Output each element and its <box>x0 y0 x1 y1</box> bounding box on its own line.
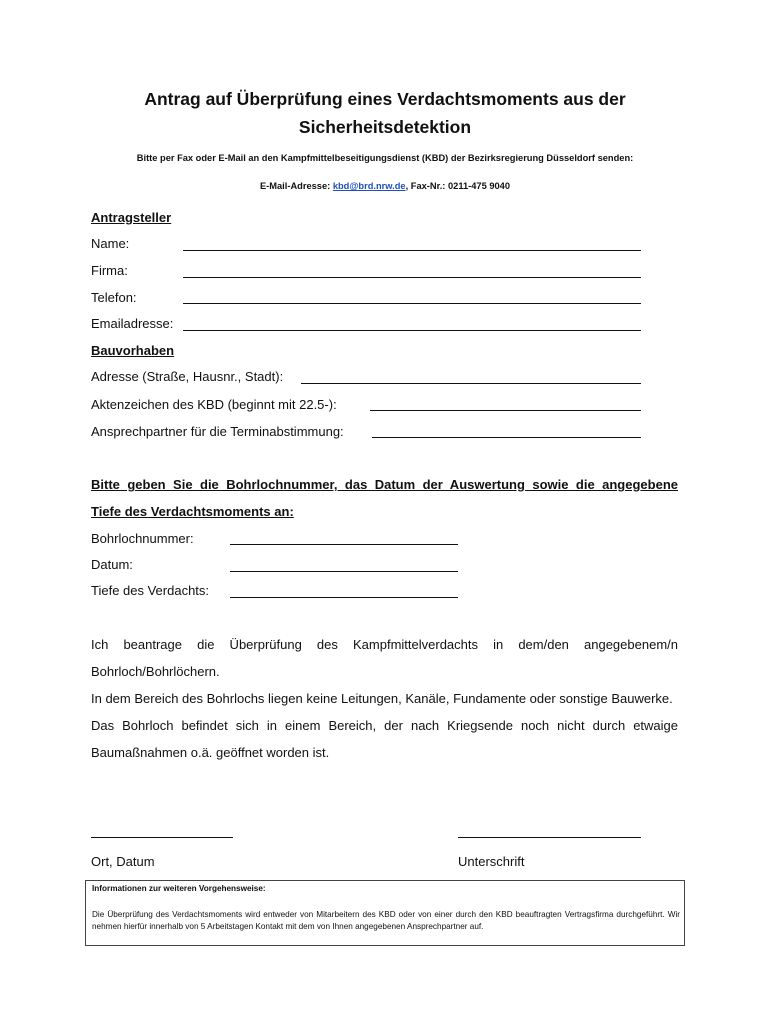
document-title-line-2: Sicherheitsdetektion <box>298 117 472 137</box>
contact-person-label: Ansprechpartner für die Terminabstimmung: <box>91 424 344 439</box>
address-field[interactable] <box>301 383 641 384</box>
project-heading: Bauvorhaben <box>91 343 175 358</box>
file-number-label: Aktenzeichen des KBD (beginnt mit 22.5-): <box>91 397 337 412</box>
company-label: Firma: <box>91 263 128 278</box>
borehole-number-label: Bohrlochnummer: <box>91 531 194 546</box>
company-field[interactable] <box>183 277 641 278</box>
email-address-field[interactable] <box>183 330 641 331</box>
applicant-heading: Antragsteller <box>91 210 172 225</box>
file-number-field[interactable] <box>370 410 641 411</box>
address-label: Adresse (Straße, Hausnr., Stadt): <box>91 369 284 384</box>
place-date-field[interactable] <box>91 837 233 838</box>
phone-field[interactable] <box>183 303 641 304</box>
instruction-text: Bitte per Fax oder E-Mail an den Kampfmittelbeseitigungsdienst (KBD) der Bezirksregierung Düsseldorf senden: <box>136 153 634 163</box>
phone-label: Telefon: <box>91 290 137 305</box>
info-body: Die Überprüfung des Verdachtsmoments wird entweder von Mitarbeitern des KBD oder von einer durch den KBD beauftragten Vertragsfirma durchgeführt. Wir nehmen hierfür innerhalb von 5 Arbeitstagen Kontakt mit dem von Ihnen angegebenen Ansprechpartner auf. <box>92 910 680 931</box>
date-label: Datum: <box>91 557 133 572</box>
info-title: Informationen zur weiteren Vorgehensweise: <box>92 884 266 893</box>
borehole-heading-line-2: Tiefe des Verdachtsmoments an: <box>91 504 294 519</box>
document-title-line-1: Antrag auf Überprüfung eines Verdachtsmoments aus der <box>144 89 626 109</box>
date-field[interactable] <box>230 571 458 572</box>
borehole-heading-line-1: Bitte geben Sie die Bohrlochnummer, das Datum der Auswertung sowie die angegebene <box>91 477 678 492</box>
signature-field[interactable] <box>458 837 641 838</box>
signature-label: Unterschrift <box>458 854 525 869</box>
depth-field[interactable] <box>230 597 458 598</box>
contact-line <box>0 181 770 191</box>
name-label: Name: <box>91 236 130 251</box>
email-link[interactable]: kbd@brd.nrw.de <box>332 181 406 191</box>
statement-3: Das Bohrloch befindet sich in einem Bereich, der nach Kriegsende noch nicht durch etwaige Baumaßnahmen o.ä. geöffnet worden ist. <box>91 718 678 760</box>
statements <box>91 631 678 766</box>
email-label: E-Mail-Adresse: <box>259 181 331 191</box>
contact-person-field[interactable] <box>372 437 641 438</box>
info-box <box>85 880 685 946</box>
place-date-label: Ort, Datum <box>91 854 155 869</box>
statement-2: In dem Bereich des Bohrlochs liegen keine Leitungen, Kanäle, Fundamente oder sonstige Bauwerke. <box>91 691 673 706</box>
email-address-label: Emailadresse: <box>91 316 174 331</box>
name-field[interactable] <box>183 250 641 251</box>
depth-label: Tiefe des Verdachts: <box>91 583 210 598</box>
fax-text: , Fax-Nr.: 0211-475 9040 <box>405 181 511 191</box>
borehole-number-field[interactable] <box>230 544 458 545</box>
statement-1: Ich beantrage die Überprüfung des Kampfmittelverdachts in dem/den angegebenem/n Bohrloch/Bohrlöchern. <box>91 637 678 679</box>
